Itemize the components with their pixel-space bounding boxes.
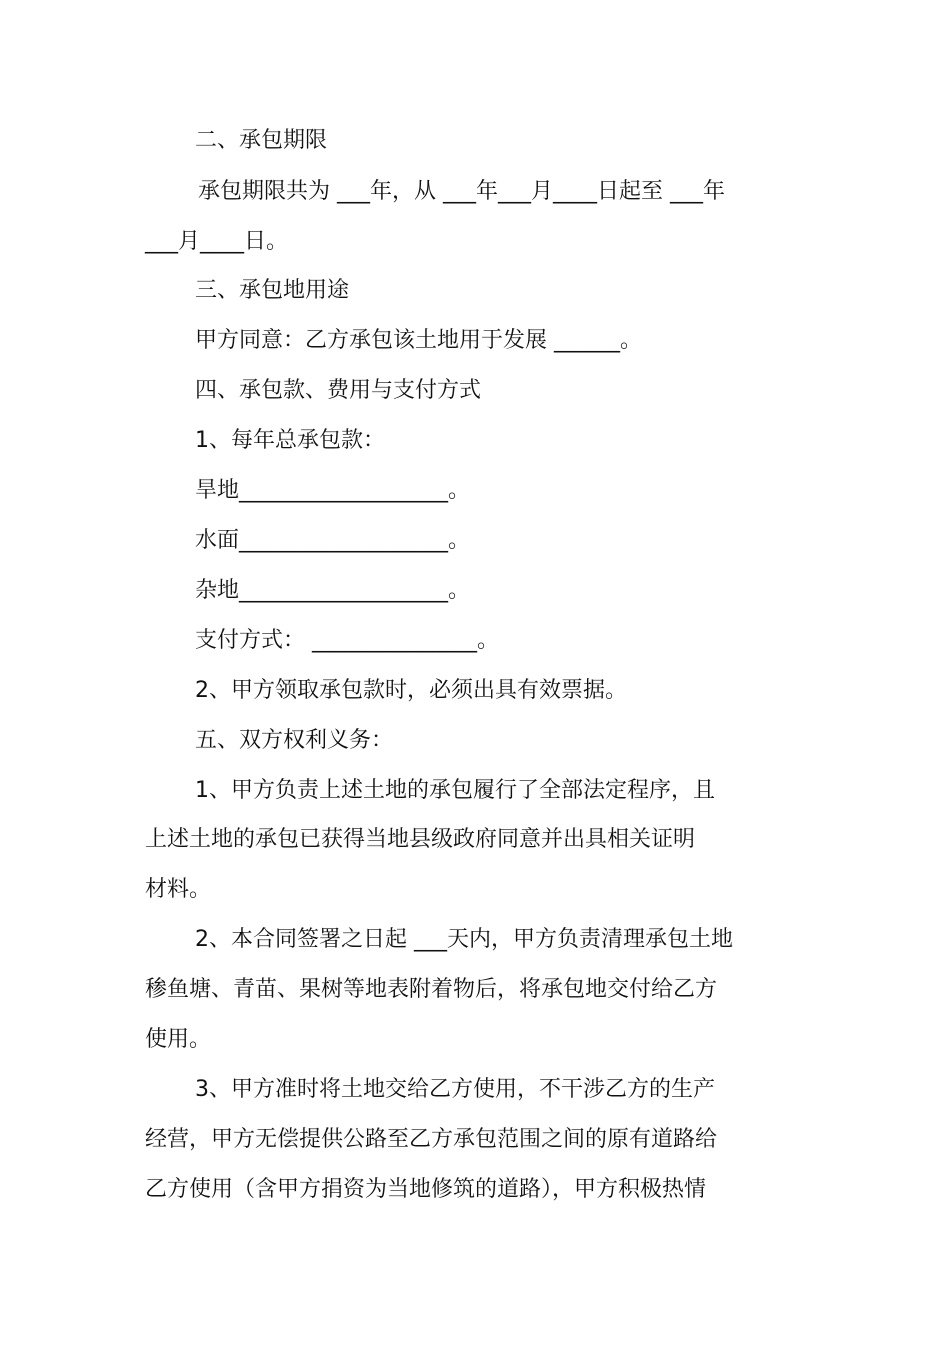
rights-2-line-3: 使用。 — [145, 1027, 212, 1052]
rights-3-line-2: 经营，甲方无偿提供公路至乙方承包范围之间的原有道路给 — [145, 1127, 718, 1152]
misc-land-line: 杂地___________________。 — [195, 578, 471, 603]
heading-payment: 四、承包款、费用与支付方式 — [195, 378, 482, 403]
heading-land-use: 三、承包地用途 — [195, 278, 350, 303]
land-use-line: 甲方同意：乙方承包该土地用于发展 ______。 — [195, 328, 642, 353]
rights-1-line-1: 1、甲方负责上述土地的承包履行了全部法定程序，且 — [195, 778, 715, 803]
heading-rights: 五、双方权利义务： — [195, 728, 394, 753]
rights-2-line-1: 2、本合同签署之日起 ___天内，甲方负责清理承包土地 — [195, 927, 733, 952]
rights-1-line-2: 上述土地的承包已获得当地县级政府同意并出具相关证明 — [145, 827, 696, 852]
payment-method-line: 支付方式： _______________。 — [195, 628, 499, 653]
rights-3-line-1: 3、甲方准时将土地交给乙方使用，不干涉乙方的生产 — [195, 1077, 715, 1102]
term-line-2: ___月____日。 — [145, 229, 289, 254]
payment-item-1: 1、每年总承包款： — [195, 428, 385, 453]
water-surface-line: 水面___________________。 — [195, 528, 471, 553]
heading-term: 二、承包期限 — [195, 128, 328, 153]
dry-land-line: 旱地___________________。 — [195, 478, 471, 503]
rights-1-line-3: 材料。 — [145, 877, 212, 902]
term-line-1: 承包期限共为 ___年，从 ___年___月____日起至 ___年 — [198, 179, 725, 204]
payment-item-2: 2、甲方领取承包款时，必须出具有效票据。 — [195, 678, 627, 703]
rights-3-line-3: 乙方使用（含甲方捐资为当地修筑的道路），甲方积极热情 — [145, 1177, 707, 1202]
rights-2-line-2: 䅟鱼塘、青苗、果树等地表附着物后，将承包地交付给乙方 — [145, 977, 718, 1002]
